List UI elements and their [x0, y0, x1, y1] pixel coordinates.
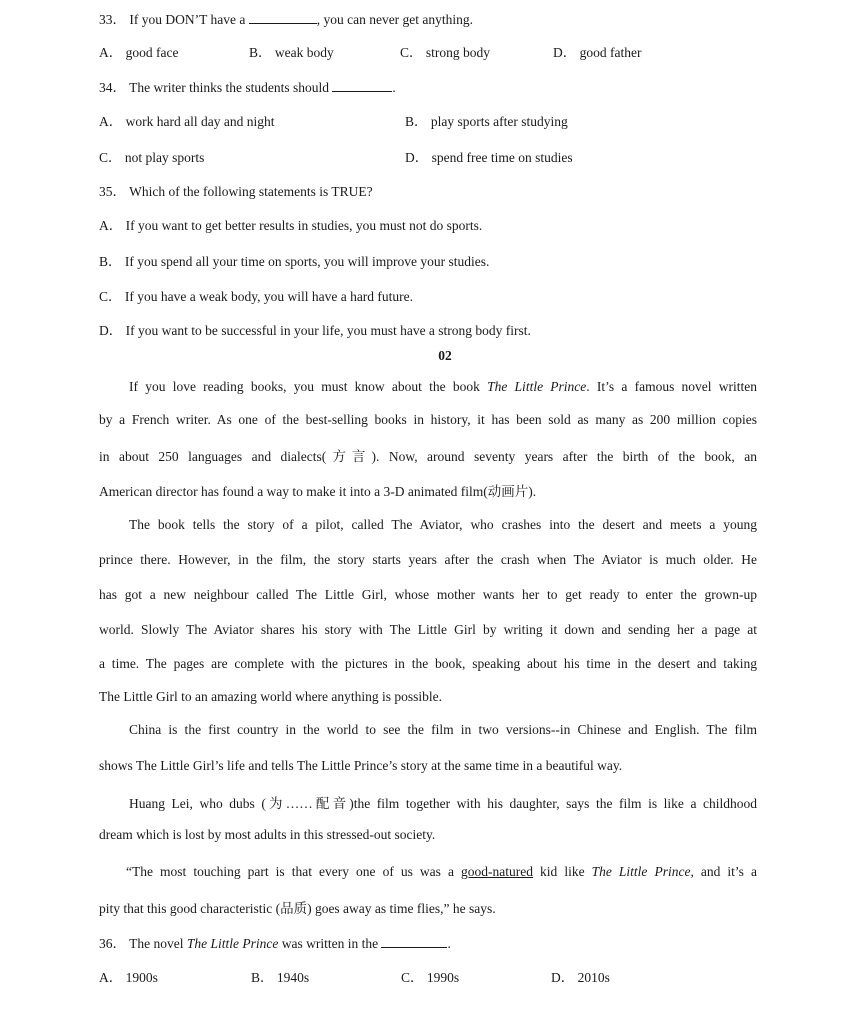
option-d[interactable]: D． spend free time on studies — [405, 150, 573, 165]
option-b[interactable]: B． 1940s — [251, 970, 310, 985]
passage-line: has got a new neighbour called The Little Girl, whose mother wants her to get ready to enter the grown-up — [99, 587, 757, 602]
option-a[interactable]: A． work hard all day and night — [99, 114, 275, 129]
option-c[interactable]: C． If you have a weak body, you will have a hard future. — [99, 289, 414, 304]
question-35-stem: 35． Which of the following statements is TRUE? — [99, 184, 373, 199]
question-number: 35． — [99, 184, 126, 199]
option-a[interactable]: A． If you want to get better results in studies, you must not do sports. — [99, 218, 483, 233]
answer-blank[interactable] — [332, 79, 392, 92]
passage-line: by a French writer. As one of the best-selling books in history, it has been sold as many as 200 million copies — [99, 412, 757, 427]
passage-line: pity that this good characteristic (品质) goes away as time flies,” he says. — [99, 901, 496, 916]
passage-line: The Little Girl to an amazing world where anything is possible. — [99, 689, 443, 704]
section-heading: 02 — [438, 348, 452, 363]
question-36-stem: 36． The novel The Little Prince was written in the . — [99, 936, 451, 951]
passage-line: a time. The pages are complete with the pictures in the book, speaking about his time in the desert and taking — [99, 656, 757, 671]
passage-line: China is the first country in the world to see the film in two versions--in Chinese and English. The film — [129, 722, 757, 737]
option-b[interactable]: B． play sports after studying — [405, 114, 568, 129]
passage-line: American director has found a way to make it into a 3-D animated film(动画片). — [99, 484, 537, 499]
option-c[interactable]: C． not play sports — [99, 150, 205, 165]
option-d[interactable]: D． good father — [553, 45, 642, 60]
question-33-stem: 33． If you DON’T have a , you can never get anything. — [99, 12, 474, 27]
passage-line: in about 250 languages and dialects(方言). Now, around seventy years after the birth of the book, an — [99, 449, 757, 464]
question-number: 36． — [99, 936, 126, 951]
option-d[interactable]: D． 2010s — [551, 970, 610, 985]
passage-line: shows The Little Girl’s life and tells The Little Prince’s story at the same time in a beautiful way. — [99, 758, 623, 773]
answer-blank[interactable] — [381, 935, 447, 948]
option-b[interactable]: B． If you spend all your time on sports, you will improve your studies. — [99, 254, 490, 269]
question-34-stem: 34． The writer thinks the students should . — [99, 80, 396, 95]
option-a[interactable]: A． good face — [99, 45, 179, 60]
passage-line: If you love reading books, you must know about the book The Little Prince. It’s a famous novel written — [129, 379, 758, 394]
option-c[interactable]: C． strong body — [400, 45, 491, 60]
question-number: 34． — [99, 80, 126, 95]
option-c[interactable]: C． 1990s — [401, 970, 460, 985]
passage-line: The book tells the story of a pilot, called The Aviator, who crashes into the desert and meets a young — [129, 517, 757, 532]
passage-line: dream which is lost by most adults in this stressed-out society. — [99, 827, 436, 842]
book-title: The Little Prince — [591, 864, 691, 879]
answer-blank[interactable] — [249, 11, 317, 24]
passage-line: Huang Lei, who dubs (为……配音)the film together with his daughter, says the film is like a childhood — [129, 796, 757, 811]
passage-line: prince there. However, in the film, the story starts years after the crash when The Aviator is much older. He — [99, 552, 757, 567]
underlined-word: good-natured — [461, 864, 533, 879]
book-title: The Little Prince — [487, 379, 587, 394]
option-d[interactable]: D． If you want to be successful in your life, you must have a strong body first. — [99, 323, 531, 338]
question-number: 33． — [99, 12, 126, 27]
book-title: The Little Prince — [186, 936, 279, 951]
option-a[interactable]: A． 1900s — [99, 970, 158, 985]
option-b[interactable]: B． weak body — [249, 45, 334, 60]
passage-line: world. Slowly The Aviator shares his story with The Little Girl by writing it down and sending her a page at — [99, 622, 757, 637]
passage-line: “The most touching part is that every one of us was a good-natured kid like The Little Prince, and it’s a — [126, 864, 757, 879]
